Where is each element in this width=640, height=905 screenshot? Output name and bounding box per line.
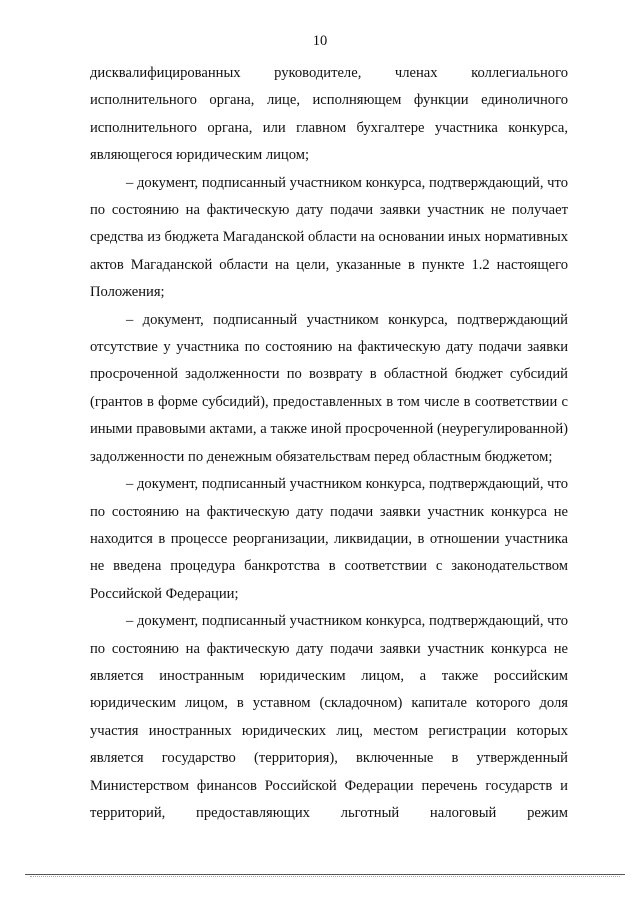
paragraph-no-reorganization-document: – документ, подписанный участником конкурса, подтверждающий, что по состоянию на фактическую дату подачи заявки участник конкурса не находится в процессе реорганизации, ликвидации, в отношении участника не введена процедура банкротства в соответствии с законодательством Российской Федерации;	[90, 476, 568, 602]
scan-edge-line	[25, 874, 625, 875]
scan-edge-line-faint	[30, 876, 620, 877]
page-number: 10	[312, 33, 328, 49]
paragraph-not-foreign-entity-document: – документ, подписанный участником конкурса, подтверждающий, что по состоянию на фактическую дату подачи заявки участник конкурса не является иностранным юридическим лицом, а также российским юридическим лицом, в уставном (складочном) капитале которого доля участия иностранных юридических лиц, местом регистрации которых является государство (территория), включенные в утвержденный Министерством финансов Российской Федерации перечень государств и территорий, предоставляющих льготный налоговый режим	[90, 613, 568, 821]
paragraph-budget-funds-document: – документ, подписанный участником конкурса, подтверждающий, что по состоянию на фактическую дату подачи заявки участник не получает средства из бюджета Магаданской области на основании иных нормативных актов Магаданской области на цели, указанные в пункте 1.2 настоящего Положения;	[90, 174, 568, 301]
document-body	[90, 60, 568, 827]
paragraph-no-debt-document: – документ, подписанный участником конкурса, подтверждающий отсутствие у участника по состоянию на фактическую дату подачи заявки просроченной задолженности по возврату в областной бюджет субсидий (грантов в форме субсидий), предоставленных в том числе в соответствии с иными правовыми актами, а также иной просроченной (неурегулированной) задолженности по денежным обязательствам перед областным бюджетом;	[90, 311, 568, 465]
paragraph-continuation: дисквалифицированных руководителе, членах коллегиального исполнительного органа, лице, исполняющем функции единоличного исполнительного органа, или главном бухгалтере участника конкурса, являющегося юридическим лицом;	[90, 65, 568, 164]
